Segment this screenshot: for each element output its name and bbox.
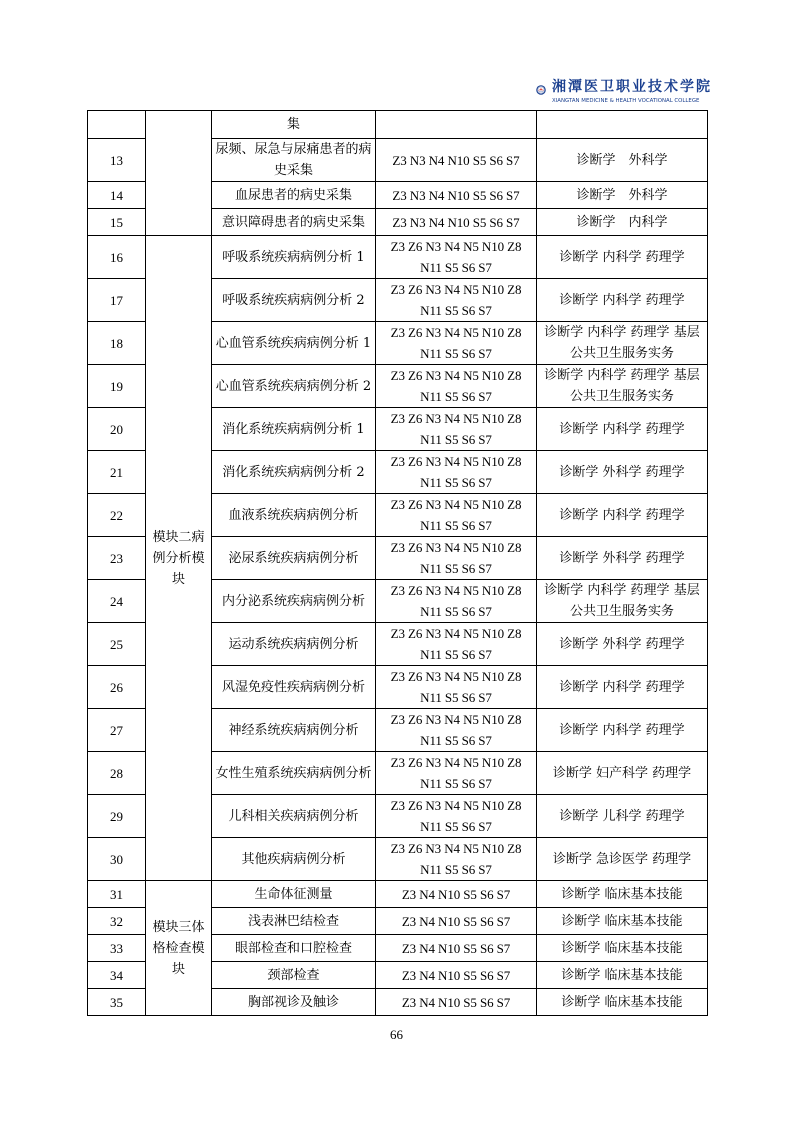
table-row [88, 111, 708, 139]
ability-codes: Z3 Z6 N3 N4 N5 N10 Z8 N11 S5 S6 S7 [376, 279, 537, 322]
task-name: 神经系统疾病病例分析 [212, 709, 376, 752]
related-courses: 诊断学 内科学 药理学 [537, 408, 708, 451]
row-number: 15 [88, 209, 146, 236]
task-name: 女性生殖系统疾病病例分析 [212, 752, 376, 795]
ability-codes: Z3 N4 N10 S5 S6 S7 [376, 908, 537, 935]
task-name: 血液系统疾病病例分析 [212, 494, 376, 537]
row-number: 28 [88, 752, 146, 795]
ability-codes: Z3 Z6 N3 N4 N5 N10 Z8 N11 S5 S6 S7 [376, 408, 537, 451]
task-name: 意识障碍患者的病史采集 [212, 209, 376, 236]
table-row [88, 881, 708, 908]
ability-codes: Z3 Z6 N3 N4 N5 N10 Z8 N11 S5 S6 S7 [376, 236, 537, 279]
row-number: 31 [88, 881, 146, 908]
row-number: 19 [88, 365, 146, 408]
task-name: 风湿免疫性疾病病例分析 [212, 666, 376, 709]
college-seal-icon [536, 69, 546, 111]
task-name: 尿频、尿急与尿痛患者的病史采集 [212, 139, 376, 182]
task-name: 消化系统疾病病例分析 1 [212, 408, 376, 451]
related-courses: 诊断学 内科学 [537, 209, 708, 236]
row-number: 30 [88, 838, 146, 881]
ability-codes: Z3 Z6 N3 N4 N5 N10 Z8 N11 S5 S6 S7 [376, 580, 537, 623]
task-name: 内分泌系统疾病病例分析 [212, 580, 376, 623]
task-name: 眼部检查和口腔检查 [212, 935, 376, 962]
ability-codes: Z3 N4 N10 S5 S6 S7 [376, 962, 537, 989]
row-number: 20 [88, 408, 146, 451]
related-courses: 诊断学 临床基本技能 [537, 935, 708, 962]
related-courses [537, 111, 708, 139]
ability-codes: Z3 Z6 N3 N4 N5 N10 Z8 N11 S5 S6 S7 [376, 365, 537, 408]
ability-codes: Z3 N4 N10 S5 S6 S7 [376, 989, 537, 1016]
task-name: 消化系统疾病病例分析 2 [212, 451, 376, 494]
row-number: 25 [88, 623, 146, 666]
row-number: 21 [88, 451, 146, 494]
page-number: 66 [390, 1027, 403, 1042]
row-number: 33 [88, 935, 146, 962]
related-courses: 诊断学 妇产科学 药理学 [537, 752, 708, 795]
ability-codes: Z3 N3 N4 N10 S5 S6 S7 [376, 182, 537, 209]
task-name: 集 [212, 111, 376, 139]
ability-codes: Z3 Z6 N3 N4 N5 N10 Z8 N11 S5 S6 S7 [376, 666, 537, 709]
row-number [88, 111, 146, 139]
row-number: 13 [88, 139, 146, 182]
task-name: 其他疾病病例分析 [212, 838, 376, 881]
related-courses: 诊断学 内科学 药理学 [537, 709, 708, 752]
ability-codes: Z3 N3 N4 N10 S5 S6 S7 [376, 139, 537, 182]
row-number: 17 [88, 279, 146, 322]
task-name: 浅表淋巴结检查 [212, 908, 376, 935]
task-name: 心血管系统疾病病例分析 2 [212, 365, 376, 408]
task-name: 泌尿系统疾病病例分析 [212, 537, 376, 580]
row-number: 27 [88, 709, 146, 752]
task-name: 颈部检查 [212, 962, 376, 989]
related-courses: 诊断学 外科学 药理学 [537, 623, 708, 666]
module-cell: 模块三体格检查模块 [146, 881, 212, 1016]
ability-codes: Z3 Z6 N3 N4 N5 N10 Z8 N11 S5 S6 S7 [376, 537, 537, 580]
related-courses: 诊断学 内科学 药理学 [537, 279, 708, 322]
ability-codes: Z3 Z6 N3 N4 N5 N10 Z8 N11 S5 S6 S7 [376, 838, 537, 881]
row-number: 18 [88, 322, 146, 365]
related-courses: 诊断学 临床基本技能 [537, 989, 708, 1016]
ability-codes: Z3 Z6 N3 N4 N5 N10 Z8 N11 S5 S6 S7 [376, 752, 537, 795]
task-name: 血尿患者的病史采集 [212, 182, 376, 209]
ability-codes [376, 111, 537, 139]
related-courses: 诊断学 外科学 药理学 [537, 451, 708, 494]
row-number: 22 [88, 494, 146, 537]
ability-codes: Z3 Z6 N3 N4 N5 N10 Z8 N11 S5 S6 S7 [376, 795, 537, 838]
row-number: 24 [88, 580, 146, 623]
ability-codes: Z3 Z6 N3 N4 N5 N10 Z8 N11 S5 S6 S7 [376, 451, 537, 494]
related-courses: 诊断学 临床基本技能 [537, 962, 708, 989]
related-courses: 诊断学 临床基本技能 [537, 908, 708, 935]
related-courses: 诊断学 内科学 药理学 基层公共卫生服务实务 [537, 580, 708, 623]
ability-codes: Z3 Z6 N3 N4 N5 N10 Z8 N11 S5 S6 S7 [376, 709, 537, 752]
related-courses: 诊断学 外科学 [537, 139, 708, 182]
table-row [88, 236, 708, 279]
related-courses: 诊断学 内科学 药理学 基层公共卫生服务实务 [537, 322, 708, 365]
header-logo [536, 66, 712, 114]
task-name: 儿科相关疾病病例分析 [212, 795, 376, 838]
ability-codes: Z3 Z6 N3 N4 N5 N10 Z8 N11 S5 S6 S7 [376, 623, 537, 666]
row-number: 14 [88, 182, 146, 209]
related-courses: 诊断学 急诊医学 药理学 [537, 838, 708, 881]
task-name: 胸部视诊及触诊 [212, 989, 376, 1016]
related-courses: 诊断学 内科学 药理学 [537, 494, 708, 537]
row-number: 32 [88, 908, 146, 935]
row-number: 34 [88, 962, 146, 989]
related-courses: 诊断学 临床基本技能 [537, 881, 708, 908]
related-courses: 诊断学 儿科学 药理学 [537, 795, 708, 838]
row-number: 16 [88, 236, 146, 279]
course-task-table [87, 110, 708, 1016]
related-courses: 诊断学 外科学 [537, 182, 708, 209]
task-name: 生命体征测量 [212, 881, 376, 908]
ability-codes: Z3 N4 N10 S5 S6 S7 [376, 935, 537, 962]
school-name-en: XIANGTAN MEDICINE & HEALTH VOCATIONAL COLLEGE [552, 98, 700, 104]
related-courses: 诊断学 内科学 药理学 [537, 666, 708, 709]
ability-codes: Z3 N4 N10 S5 S6 S7 [376, 881, 537, 908]
task-name: 运动系统疾病病例分析 [212, 623, 376, 666]
task-name: 心血管系统疾病病例分析 1 [212, 322, 376, 365]
module-cell [146, 111, 212, 236]
task-name: 呼吸系统疾病病例分析 1 [212, 236, 376, 279]
module-cell: 模块二病例分析模块 [146, 236, 212, 881]
school-name-cn: 湘潭医卫职业技术学院 [552, 79, 712, 95]
related-courses: 诊断学 内科学 药理学 [537, 236, 708, 279]
row-number: 23 [88, 537, 146, 580]
row-number: 35 [88, 989, 146, 1016]
ability-codes: Z3 N3 N4 N10 S5 S6 S7 [376, 209, 537, 236]
row-number: 29 [88, 795, 146, 838]
related-courses: 诊断学 内科学 药理学 基层公共卫生服务实务 [537, 365, 708, 408]
row-number: 26 [88, 666, 146, 709]
task-name: 呼吸系统疾病病例分析 2 [212, 279, 376, 322]
ability-codes: Z3 Z6 N3 N4 N5 N10 Z8 N11 S5 S6 S7 [376, 322, 537, 365]
related-courses: 诊断学 外科学 药理学 [537, 537, 708, 580]
ability-codes: Z3 Z6 N3 N4 N5 N10 Z8 N11 S5 S6 S7 [376, 494, 537, 537]
